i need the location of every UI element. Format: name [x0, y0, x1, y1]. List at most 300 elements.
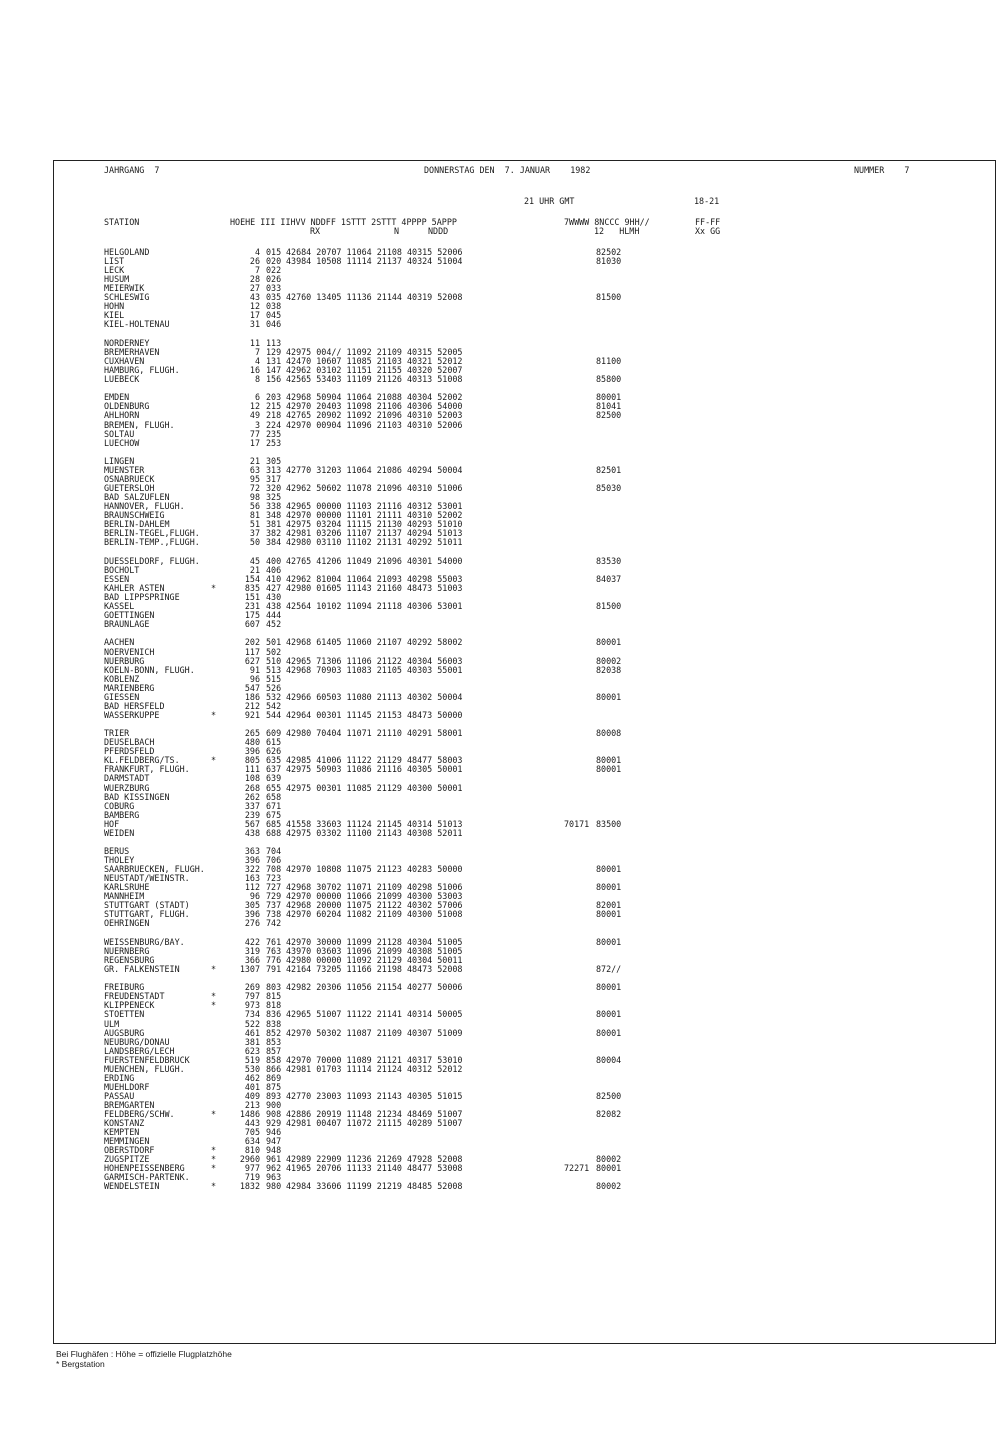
mountain-station-marker: * [211, 963, 217, 974]
station-id: 444 [266, 610, 282, 620]
station-row [54, 537, 995, 546]
station-id: 045 [266, 310, 282, 321]
synop-groups: 42981 03206 11107 21137 40294 51013 [286, 528, 463, 539]
station-id: 026 [266, 274, 282, 285]
station-height: 268 [244, 782, 260, 793]
station-name: OBERSTDORF [104, 1145, 155, 1156]
station-name: AUGSBURG [104, 1027, 145, 1038]
synop-groups: 42968 30702 11071 21109 40298 51006 [286, 882, 463, 893]
station-id: 688 [266, 827, 282, 838]
station-id: 962 [266, 1163, 282, 1174]
cloud-group: 82082 [596, 1109, 622, 1119]
synop-groups: 42770 23003 11093 21143 40305 51015 [286, 1090, 463, 1101]
synop-groups: 42968 61405 11060 21107 40292 58002 [286, 637, 463, 648]
cloud-group: 80008 [596, 728, 622, 739]
station-height: 151 [244, 591, 260, 602]
station-name: KL.FELDBERG/TS. [104, 755, 180, 766]
station-name: FRANKFURT, FLUGH. [104, 764, 190, 775]
cloud-group: 80001 [596, 755, 622, 766]
bulletin-frame [53, 160, 996, 1344]
synop-groups: 42975 03204 11115 21130 40293 51010 [286, 519, 463, 530]
station-row [54, 737, 995, 746]
station-row [54, 247, 995, 256]
station-name: KARLSRUHE [104, 882, 150, 893]
synop-groups: 42564 10102 11094 21118 40306 53001 [286, 601, 463, 611]
station-name: GR. FALKENSTEIN [104, 963, 180, 974]
station-row [54, 918, 995, 927]
mountain-station-marker: * [211, 582, 217, 593]
station-height: 1307 [239, 963, 260, 974]
synop-groups: 41558 33603 11124 21145 40314 51013 [286, 818, 463, 829]
synop-groups: 42470 10607 11085 21103 40321 52012 [286, 355, 463, 366]
cloud-group: 80001 [596, 936, 622, 947]
station-name: DUESSELDORF, FLUGH. [104, 555, 200, 566]
station-name: KLIPPENECK [104, 1000, 155, 1011]
station-name: BREMEN, FLUGH. [104, 419, 175, 430]
cloud-group: 82500 [596, 410, 622, 421]
station-id: 147 [266, 364, 282, 375]
station-height: 45 [249, 555, 260, 566]
station-row [54, 647, 995, 656]
station-id: 723 [266, 873, 282, 884]
station-id: 515 [266, 673, 282, 684]
station-height: 175 [244, 610, 260, 620]
station-row [54, 1046, 995, 1055]
synop-groups: 42981 00407 11072 21115 40289 51007 [286, 1118, 463, 1128]
station-height: 627 [244, 655, 260, 666]
station-id: 224 [266, 419, 282, 430]
station-row [54, 964, 995, 973]
station-row [54, 501, 995, 510]
synop-groups: 42970 00904 11096 21103 40310 52006 [286, 419, 463, 430]
station-row [54, 1136, 995, 1145]
observation-time: 21 UHR GMT [524, 196, 575, 206]
station-height: 305 [244, 900, 260, 911]
station-id: 015 [266, 247, 282, 257]
station-row [54, 674, 995, 683]
station-height: 21 [249, 455, 260, 466]
station-row [54, 474, 995, 483]
station-height: 363 [244, 846, 260, 856]
station-height: 438 [244, 827, 260, 838]
station-id: 852 [266, 1027, 282, 1038]
station-id: 317 [266, 474, 282, 484]
station-row [54, 601, 995, 610]
station-row [54, 692, 995, 701]
station-height: 396 [244, 746, 260, 757]
station-name: BRAUNLAGE [104, 619, 150, 630]
cloud-group: 83500 [596, 818, 622, 829]
station-name: WUERZBURG [104, 782, 150, 793]
station-id: 615 [266, 737, 282, 748]
station-id: 963 [266, 1172, 282, 1183]
cloud-group: 82501 [596, 465, 622, 475]
synop-groups: 42982 20306 11056 21154 40277 50006 [286, 982, 463, 993]
station-height: 7 [254, 265, 260, 276]
issue-date: DONNERSTAG DEN 7. JANUAR 1982 [424, 165, 591, 175]
station-row [54, 1145, 995, 1154]
station-name: OEHRINGEN [104, 918, 150, 929]
mountain-station-marker: * [211, 1154, 217, 1165]
station-height: 461 [244, 1027, 260, 1038]
station-name: MARIENBERG [104, 682, 155, 693]
station-name: FREIBURG [104, 982, 145, 993]
station-row [54, 301, 995, 310]
station-height: 239 [244, 809, 260, 820]
station-row [54, 1000, 995, 1009]
station-id: 410 [266, 573, 282, 584]
station-height: 977 [244, 1163, 260, 1174]
station-id: 381 [266, 519, 282, 530]
station-id: 708 [266, 864, 282, 875]
station-name: OSNABRUECK [104, 474, 155, 484]
station-height: 2960 [239, 1154, 260, 1165]
station-height: 12 [249, 301, 260, 312]
station-row [54, 828, 995, 837]
station-id: 406 [266, 564, 282, 575]
station-row [54, 891, 995, 900]
synop-groups: 42962 03102 11151 21155 40320 52007 [286, 364, 463, 375]
station-name: KIEL [104, 310, 125, 321]
station-id: 544 [266, 709, 282, 720]
station-height: 96 [249, 673, 260, 684]
station-name: NORDERNEY [104, 337, 150, 348]
synop-groups: 41965 20706 11133 21140 48477 53008 [286, 1163, 463, 1174]
station-id: 501 [266, 637, 282, 648]
column-ff: FF-FF [695, 217, 721, 227]
station-row [54, 1037, 995, 1046]
cloud-group: 81100 [596, 355, 622, 366]
synop-groups: 42684 20707 11064 21108 40315 52006 [286, 247, 463, 257]
station-id: 729 [266, 891, 282, 902]
station-name: NEUBURG/DONAU [104, 1036, 170, 1047]
station-row [54, 982, 995, 991]
station-height: 51 [249, 519, 260, 530]
mountain-station-marker: * [211, 709, 217, 720]
station-name: GUETERSLOH [104, 483, 155, 494]
station-row [54, 1163, 995, 1172]
station-name: NEUSTADT/WEINSTR. [104, 873, 190, 884]
synop-groups: 42962 50602 11078 21096 40310 51006 [286, 483, 463, 494]
station-height: 4 [254, 247, 260, 257]
station-row [54, 356, 995, 365]
station-height: 1832 [239, 1181, 260, 1192]
synop-groups: 42765 41206 11049 21096 40301 54000 [286, 555, 463, 566]
station-id: 313 [266, 465, 282, 475]
station-height: 921 [244, 709, 260, 720]
synop-groups: 42965 51007 11122 21141 40314 50005 [286, 1009, 463, 1020]
station-row [54, 882, 995, 891]
station-row [54, 764, 995, 773]
station-id: 838 [266, 1018, 282, 1029]
station-id: 427 [266, 582, 282, 593]
cloud-group: 80004 [596, 1054, 622, 1065]
station-row [54, 492, 995, 501]
station-name: BAD HERSFELD [104, 700, 165, 711]
station-name: NUERBURG [104, 655, 145, 666]
station-height: 530 [244, 1063, 260, 1074]
station-height: 96 [249, 891, 260, 902]
station-row [54, 310, 995, 319]
station-id: 338 [266, 501, 282, 512]
station-row [54, 292, 995, 301]
synop-groups: 42980 00000 11092 21129 40304 50011 [286, 954, 463, 965]
station-id: 836 [266, 1009, 282, 1020]
station-name: BAD KISSINGEN [104, 791, 170, 802]
station-row [54, 810, 995, 819]
station-height: 381 [244, 1036, 260, 1047]
station-name: HAMBURG, FLUGH. [104, 364, 180, 375]
synop-groups: 43984 10508 11114 21137 40324 51004 [286, 256, 463, 267]
station-height: 835 [244, 582, 260, 593]
station-name: BAMBERG [104, 809, 140, 820]
station-row [54, 256, 995, 265]
station-height: 401 [244, 1081, 260, 1092]
station-name: WEIDEN [104, 827, 135, 838]
station-row [54, 1064, 995, 1073]
cloud-group: 82001 [596, 900, 622, 911]
station-id: 320 [266, 483, 282, 494]
cloud-group: 82502 [596, 247, 622, 257]
station-height: 634 [244, 1136, 260, 1147]
column-hlmh: 12 HLMH [594, 226, 640, 236]
station-row [54, 420, 995, 429]
station-id: 129 [266, 346, 282, 357]
station-id: 776 [266, 954, 282, 965]
station-id: 929 [266, 1118, 282, 1128]
station-row [54, 610, 995, 619]
station-height: 163 [244, 873, 260, 884]
station-name: NUERNBERG [104, 945, 150, 956]
station-height: 262 [244, 791, 260, 802]
station-name: BERLIN-TEGEL,FLUGH. [104, 528, 200, 539]
station-id: 858 [266, 1054, 282, 1065]
station-row [54, 338, 995, 347]
synop-groups: 42970 50302 11087 21109 40307 51009 [286, 1027, 463, 1038]
issue-number: NUMMER 7 [854, 165, 910, 175]
cloud-group: 81041 [596, 401, 622, 412]
mountain-station-marker: * [211, 1145, 217, 1156]
cloud-group: 85030 [596, 483, 622, 494]
station-id: 803 [266, 982, 282, 993]
station-name: FUERSTENFELDBRUCK [104, 1054, 190, 1065]
station-id: 526 [266, 682, 282, 693]
station-row [54, 483, 995, 492]
station-height: 719 [244, 1172, 260, 1183]
synop-groups: 42968 70903 11083 21105 40303 55001 [286, 664, 463, 675]
synop-groups: 42565 53403 11109 21126 40313 51008 [286, 373, 463, 384]
station-id: 035 [266, 292, 282, 303]
station-row [54, 755, 995, 764]
station-row [54, 265, 995, 274]
station-row [54, 592, 995, 601]
station-height: 276 [244, 918, 260, 929]
station-row [54, 401, 995, 410]
station-height: 337 [244, 800, 260, 811]
station-name: LUEBECK [104, 373, 140, 384]
station-name: BERUS [104, 846, 130, 856]
time-range: 18-21 [694, 196, 720, 206]
synop-groups: 42964 00301 11145 21153 48473 50000 [286, 709, 463, 720]
station-name: BREMERHAVEN [104, 346, 160, 357]
station-row [54, 410, 995, 419]
cloud-group: 81030 [596, 256, 622, 267]
column-codes-right: 7WWWW 8NCCC 9HH// [564, 217, 650, 227]
station-id: 706 [266, 855, 282, 866]
column-n: N [394, 226, 400, 236]
station-height: 108 [244, 773, 260, 784]
station-row [54, 909, 995, 918]
station-name: KOBLENZ [104, 673, 140, 684]
synop-groups: 42981 01703 11114 21124 40312 52012 [286, 1063, 463, 1074]
station-height: 797 [244, 991, 260, 1002]
station-height: 396 [244, 855, 260, 866]
synop-groups: 43970 03603 11096 21099 40308 51005 [286, 945, 463, 956]
station-row [54, 347, 995, 356]
station-row [54, 801, 995, 810]
synop-groups: 42965 71306 11106 21122 40304 56003 [286, 655, 463, 666]
station-height: 27 [249, 283, 260, 294]
station-name: STUTTGART (STADT) [104, 900, 190, 911]
station-id: 305 [266, 455, 282, 466]
synop-groups: 42970 70000 11089 21121 40317 53010 [286, 1054, 463, 1065]
footnote-mountain-station: * Bergstation [56, 1359, 105, 1369]
station-id: 742 [266, 918, 282, 929]
synop-groups: 42970 60204 11082 21109 40300 51008 [286, 909, 463, 920]
station-id: 325 [266, 492, 282, 503]
station-name: AACHEN [104, 637, 135, 648]
station-row [54, 1118, 995, 1127]
station-id: 635 [266, 755, 282, 766]
station-id: 430 [266, 591, 282, 602]
station-name: MUENSTER [104, 465, 145, 475]
station-row [54, 710, 995, 719]
station-name: KAHLER ASTEN [104, 582, 165, 593]
station-height: 17 [249, 437, 260, 448]
station-row [54, 900, 995, 909]
station-height: 11 [249, 337, 260, 348]
station-height: 422 [244, 936, 260, 947]
station-id: 033 [266, 283, 282, 294]
station-height: 95 [249, 474, 260, 484]
station-height: 43 [249, 292, 260, 303]
station-height: 567 [244, 818, 260, 829]
station-id: 658 [266, 791, 282, 802]
station-id: 513 [266, 664, 282, 675]
column-station: STATION [104, 217, 140, 227]
station-name: AHLHORN [104, 410, 140, 421]
station-name: PFERDSFELD [104, 746, 155, 757]
station-row [54, 701, 995, 710]
station-row [54, 728, 995, 737]
station-name: BRAUNSCHWEIG [104, 510, 165, 521]
station-row [54, 937, 995, 946]
station-name: GARMISCH-PARTENK. [104, 1172, 190, 1183]
station-row [54, 429, 995, 438]
station-row [54, 438, 995, 447]
station-height: 63 [249, 465, 260, 475]
station-name: CUXHAVEN [104, 355, 145, 366]
station-row [54, 819, 995, 828]
cloud-group: 80001 [596, 882, 622, 893]
column-nddd: NDDD [428, 226, 449, 236]
station-height: 112 [244, 882, 260, 893]
station-row [54, 556, 995, 565]
station-row [54, 864, 995, 873]
station-row [54, 637, 995, 646]
station-id: 131 [266, 355, 282, 366]
weather-group: 72271 [564, 1163, 590, 1174]
station-height: 8 [254, 373, 260, 384]
cloud-group: 80001 [596, 637, 622, 648]
station-name: NOERVENICH [104, 646, 155, 657]
synop-groups: 42975 03302 11100 21143 40308 52011 [286, 827, 463, 838]
station-id: 609 [266, 728, 282, 739]
station-name: KONSTANZ [104, 1118, 145, 1128]
station-row [54, 846, 995, 855]
station-row [54, 1109, 995, 1118]
station-id: 020 [266, 256, 282, 267]
station-id: 626 [266, 746, 282, 757]
station-name: ULM [104, 1018, 120, 1029]
station-name: STUTTGART, FLUGH. [104, 909, 190, 920]
station-id: 675 [266, 809, 282, 820]
footnote-airports: Bei Flughäfen : Höhe = offizielle Flugplatzhöhe [56, 1349, 232, 1359]
station-name: LIST [104, 256, 125, 267]
station-id: 348 [266, 510, 282, 521]
station-id: 384 [266, 537, 282, 548]
station-name: SAARBRUECKEN, FLUGH. [104, 864, 205, 875]
station-height: 213 [244, 1099, 260, 1110]
station-name: MEMMINGEN [104, 1136, 150, 1147]
station-name: BERLIN-DAHLEM [104, 519, 170, 530]
station-height: 443 [244, 1118, 260, 1128]
synop-groups: 42970 30000 11099 21128 40304 51005 [286, 936, 463, 947]
station-height: 212 [244, 700, 260, 711]
station-id: 038 [266, 301, 282, 312]
station-height: 202 [244, 637, 260, 648]
station-row [54, 574, 995, 583]
station-height: 3 [254, 419, 260, 430]
mountain-station-marker: * [211, 755, 217, 766]
footnotes [56, 1349, 232, 1369]
station-row [54, 374, 995, 383]
station-id: 857 [266, 1045, 282, 1056]
synop-groups: 42965 00000 11103 21116 40312 53001 [286, 501, 463, 512]
station-row [54, 746, 995, 755]
station-name: BREMGARTEN [104, 1099, 155, 1110]
station-id: 866 [266, 1063, 282, 1074]
station-height: 319 [244, 945, 260, 956]
station-id: 948 [266, 1145, 282, 1156]
station-height: 154 [244, 573, 260, 584]
cloud-group: 85800 [596, 373, 622, 384]
synop-groups: 42765 20902 11092 21096 40310 52003 [286, 410, 463, 421]
station-name: SOLTAU [104, 428, 135, 439]
station-name: KIEL-HOLTENAU [104, 319, 170, 330]
synop-groups: 42975 004// 11092 21109 40315 52005 [286, 346, 463, 357]
station-row [54, 656, 995, 665]
station-row [54, 365, 995, 374]
synop-groups: 42966 60503 11080 21113 40302 50004 [286, 691, 463, 702]
station-name: FELDBERG/SCHW. [104, 1109, 175, 1119]
station-id: 639 [266, 773, 282, 784]
station-id: 961 [266, 1154, 282, 1165]
station-name: WEISSENBURG/BAY. [104, 936, 185, 947]
station-row [54, 792, 995, 801]
station-height: 547 [244, 682, 260, 693]
station-name: BOCHOLT [104, 564, 140, 575]
